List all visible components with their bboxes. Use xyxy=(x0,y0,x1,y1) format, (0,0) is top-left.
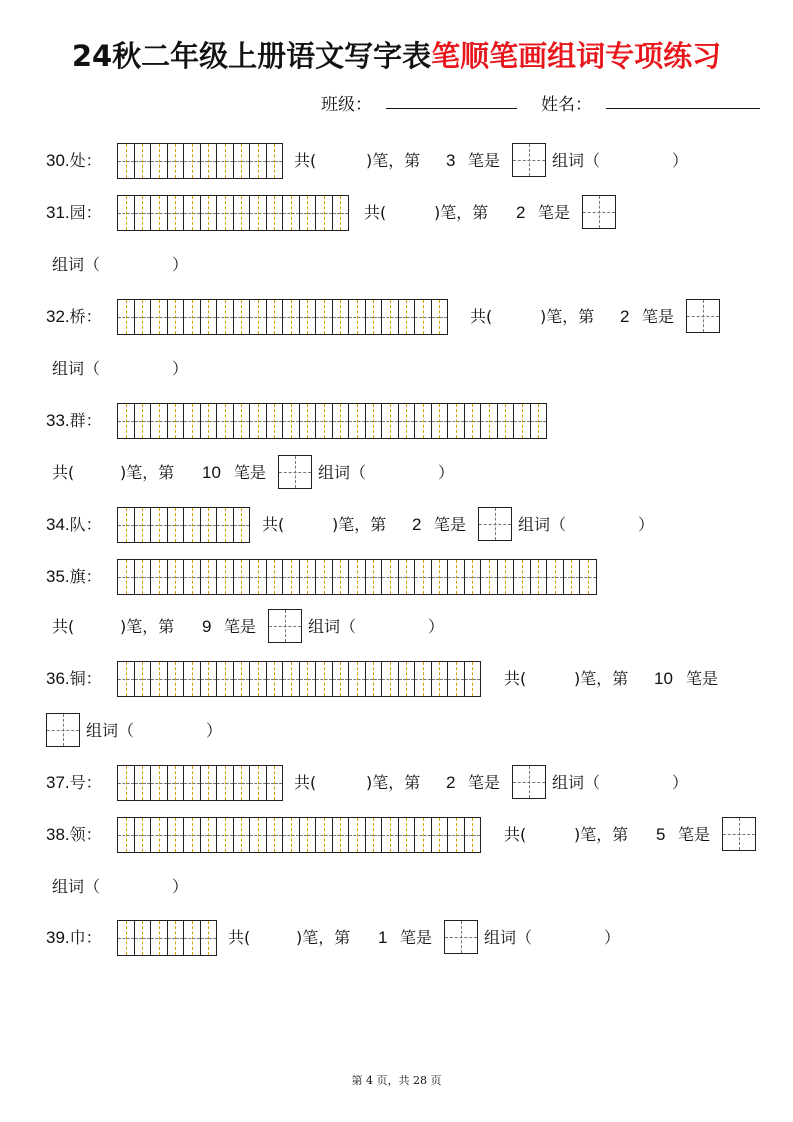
zuci-open: 组词（ xyxy=(52,877,101,896)
class-label: 班级： xyxy=(321,95,372,115)
zuci-open: 组词（ xyxy=(484,928,533,947)
total-strokes-label: 共( xyxy=(504,825,527,844)
item-char: 队： xyxy=(69,515,102,534)
item-number: 37. xyxy=(46,773,70,792)
item-char: 桥： xyxy=(69,307,102,326)
answer-box[interactable] xyxy=(582,195,616,229)
exercise-33 xyxy=(0,403,793,439)
nth-stroke-label: )笔，第 xyxy=(120,617,175,636)
stroke-number: 3 xyxy=(446,151,456,170)
stroke-grid[interactable] xyxy=(117,817,481,853)
answer-box[interactable] xyxy=(722,817,756,851)
stroke-is-label: 笔是 xyxy=(400,928,433,947)
exercise-32-zuci xyxy=(0,351,793,387)
nth-stroke-label: )笔，第 xyxy=(540,307,595,326)
nth-stroke-label: )笔，第 xyxy=(296,928,351,947)
nth-stroke-label: )笔，第 xyxy=(366,773,421,792)
student-info xyxy=(0,90,793,115)
stroke-is-label: 笔是 xyxy=(686,669,719,688)
exercise-30 xyxy=(0,143,793,179)
stroke-is-label: 笔是 xyxy=(678,825,711,844)
stroke-number: 2 xyxy=(412,515,422,534)
zuci-close: ） xyxy=(206,721,223,740)
title-black: 24秋二年级上册语文写字表 xyxy=(71,39,432,73)
item-char: 旗： xyxy=(69,567,102,586)
answer-box[interactable] xyxy=(478,507,512,541)
item-number: 38. xyxy=(46,825,70,844)
stroke-is-label: 笔是 xyxy=(224,617,257,636)
item-char: 铜： xyxy=(69,669,102,688)
stroke-grid[interactable] xyxy=(117,765,283,801)
nth-stroke-label: )笔，第 xyxy=(120,463,175,482)
stroke-is-label: 笔是 xyxy=(468,151,501,170)
total-strokes-label: 共( xyxy=(228,928,251,947)
total-strokes-label: 共( xyxy=(294,151,317,170)
nth-stroke-label: )笔，第 xyxy=(574,669,629,688)
stroke-number: 1 xyxy=(378,928,388,947)
zuci-open: 组词（ xyxy=(552,773,601,792)
answer-box[interactable] xyxy=(278,455,312,489)
page-title xyxy=(0,34,793,75)
page-footer: 第 4 页，共 28 页 xyxy=(351,1074,442,1087)
answer-box[interactable] xyxy=(46,713,80,747)
stroke-number: 5 xyxy=(656,825,666,844)
stroke-grid[interactable] xyxy=(117,143,283,179)
zuci-open: 组词（ xyxy=(552,151,601,170)
zuci-open: 组词（ xyxy=(318,463,367,482)
stroke-grid[interactable] xyxy=(117,559,597,595)
stroke-grid[interactable] xyxy=(117,661,481,697)
item-char: 群： xyxy=(69,411,102,430)
total-strokes-label: 共( xyxy=(262,515,285,534)
stroke-grid[interactable] xyxy=(117,920,217,956)
stroke-is-label: 笔是 xyxy=(642,307,675,326)
class-field[interactable] xyxy=(386,108,517,109)
exercise-37 xyxy=(0,765,793,801)
item-number: 36. xyxy=(46,669,70,688)
total-strokes-label: 共( xyxy=(364,203,387,222)
nth-stroke-label: )笔，第 xyxy=(434,203,489,222)
nth-stroke-label: )笔，第 xyxy=(574,825,629,844)
exercise-35 xyxy=(0,559,793,595)
stroke-number: 9 xyxy=(202,617,212,636)
item-number: 34. xyxy=(46,515,70,534)
exercise-36-cont xyxy=(0,713,793,749)
total-strokes-label: 共( xyxy=(52,617,75,636)
total-strokes-label: 共( xyxy=(52,463,75,482)
item-number: 30. xyxy=(46,151,70,170)
zuci-open: 组词（ xyxy=(52,359,101,378)
total-strokes-label: 共( xyxy=(504,669,527,688)
zuci-close: ） xyxy=(172,877,189,896)
answer-box[interactable] xyxy=(268,609,302,643)
item-number: 39. xyxy=(46,928,70,947)
zuci-close: ） xyxy=(604,928,621,947)
title-red: 笔顺笔画组词专项练习 xyxy=(431,39,722,73)
exercise-31 xyxy=(0,195,793,231)
stroke-grid[interactable] xyxy=(117,299,448,335)
name-field[interactable] xyxy=(606,108,760,109)
exercise-34 xyxy=(0,507,793,543)
zuci-close: ） xyxy=(638,515,655,534)
stroke-number: 2 xyxy=(446,773,456,792)
stroke-number: 2 xyxy=(516,203,526,222)
zuci-open: 组词（ xyxy=(308,617,357,636)
item-number: 32. xyxy=(46,307,70,326)
total-strokes-label: 共( xyxy=(294,773,317,792)
stroke-number: 10 xyxy=(202,463,221,482)
answer-box[interactable] xyxy=(512,143,546,177)
item-char: 领： xyxy=(69,825,102,844)
item-number: 33. xyxy=(46,411,70,430)
exercise-38-zuci xyxy=(0,869,793,905)
exercise-36 xyxy=(0,661,793,697)
stroke-is-label: 笔是 xyxy=(538,203,571,222)
item-number: 31. xyxy=(46,203,70,222)
exercise-38 xyxy=(0,817,793,853)
stroke-is-label: 笔是 xyxy=(468,773,501,792)
stroke-grid[interactable] xyxy=(117,507,250,543)
zuci-close: ） xyxy=(428,617,445,636)
item-char: 巾： xyxy=(69,928,102,947)
stroke-is-label: 笔是 xyxy=(234,463,267,482)
name-label: 姓名： xyxy=(541,95,592,115)
total-strokes-label: 共( xyxy=(470,307,493,326)
exercise-31-zuci xyxy=(0,247,793,283)
zuci-close: ） xyxy=(438,463,455,482)
answer-box[interactable] xyxy=(686,299,720,333)
item-char: 园： xyxy=(69,203,102,222)
nth-stroke-label: )笔，第 xyxy=(366,151,421,170)
exercise-39 xyxy=(0,920,793,956)
nth-stroke-label: )笔，第 xyxy=(332,515,387,534)
item-char: 处： xyxy=(69,151,102,170)
answer-box[interactable] xyxy=(444,920,478,954)
stroke-number: 2 xyxy=(620,307,630,326)
stroke-grid[interactable] xyxy=(117,195,349,231)
zuci-open: 组词（ xyxy=(52,255,101,274)
zuci-open: 组词（ xyxy=(518,515,567,534)
stroke-number: 10 xyxy=(654,669,673,688)
item-char: 号： xyxy=(69,773,102,792)
item-number: 35. xyxy=(46,567,70,586)
exercise-32 xyxy=(0,299,793,335)
stroke-grid[interactable] xyxy=(117,403,547,439)
zuci-close: ） xyxy=(672,773,689,792)
zuci-close: ） xyxy=(172,255,189,274)
zuci-open: 组词（ xyxy=(86,721,135,740)
exercise-33-cont xyxy=(0,455,793,491)
zuci-close: ） xyxy=(172,359,189,378)
exercise-35-cont xyxy=(0,609,793,645)
zuci-close: ） xyxy=(672,151,689,170)
stroke-is-label: 笔是 xyxy=(434,515,467,534)
answer-box[interactable] xyxy=(512,765,546,799)
